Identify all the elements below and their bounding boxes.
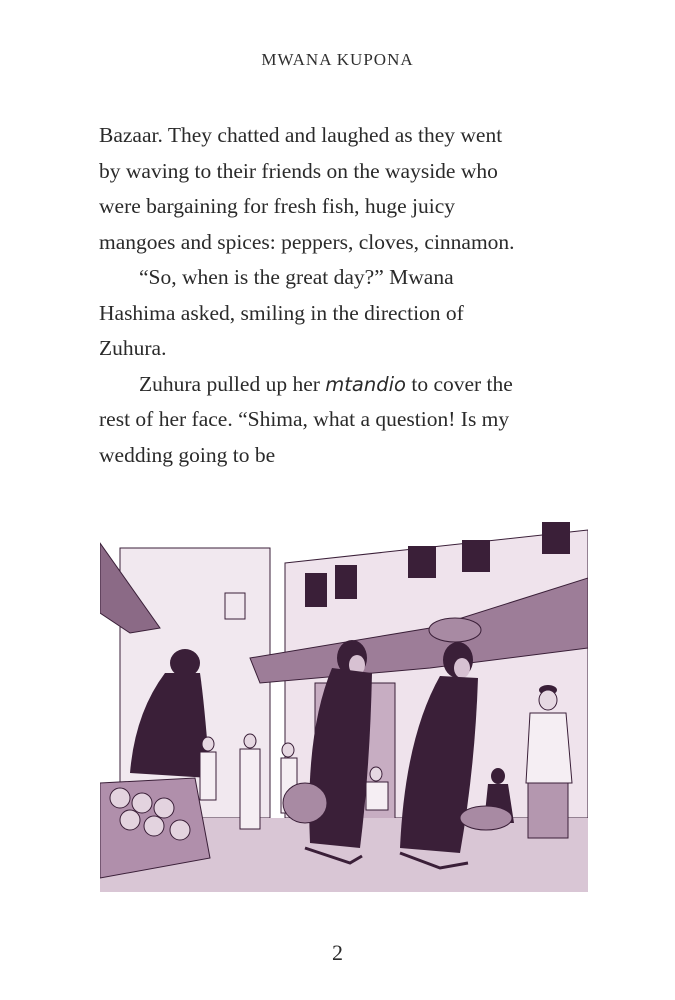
person-head bbox=[244, 734, 256, 748]
window bbox=[408, 546, 436, 578]
window bbox=[462, 540, 490, 572]
seated-figure-head bbox=[491, 768, 505, 784]
mango bbox=[154, 798, 174, 818]
man-kikoi bbox=[528, 783, 568, 838]
mango bbox=[120, 810, 140, 830]
window bbox=[335, 565, 357, 599]
text-line: by waving to their friends on the wayside who bbox=[99, 158, 498, 183]
italic-term: mtandio bbox=[325, 372, 406, 396]
window bbox=[305, 573, 327, 607]
text-line: wedding going to be bbox=[99, 442, 276, 467]
text-line: mangoes and spices: peppers, cloves, cinnamon. bbox=[99, 229, 515, 254]
text-line: Zuhura. bbox=[99, 336, 167, 360]
market-scene-drawing bbox=[100, 518, 588, 892]
mango bbox=[144, 816, 164, 836]
person-body bbox=[240, 749, 260, 829]
head-basket bbox=[429, 618, 481, 642]
person-head bbox=[202, 737, 214, 751]
man-head bbox=[539, 690, 557, 710]
text-run: Zuhura pulled up her bbox=[139, 371, 326, 396]
mango bbox=[110, 788, 130, 808]
text-line: were bargaining for fresh fish, huge juicy bbox=[99, 194, 456, 218]
woven-basket bbox=[460, 806, 512, 830]
text-line: rest of her face. “Shima, what a question! Is my bbox=[99, 407, 510, 431]
person-body bbox=[200, 752, 216, 800]
text-line bbox=[99, 367, 599, 403]
text-line: “So, when is the great day?” Mwana bbox=[139, 265, 454, 289]
person-head bbox=[282, 743, 294, 757]
page-number: 2 bbox=[332, 940, 343, 965]
person-body bbox=[366, 782, 388, 810]
person-head bbox=[370, 767, 382, 781]
vendor-head bbox=[170, 649, 200, 677]
man-shirt bbox=[526, 713, 572, 783]
text-line: Hashima asked, smiling in the direction of bbox=[99, 300, 464, 325]
text-line: Bazaar. They chatted and laughed as they went bbox=[99, 123, 503, 147]
body-text bbox=[99, 118, 599, 473]
mango bbox=[132, 793, 152, 813]
market-illustration bbox=[100, 518, 588, 892]
woman-face bbox=[454, 658, 470, 678]
woven-basket bbox=[283, 783, 327, 823]
mango bbox=[170, 820, 190, 840]
window bbox=[542, 522, 570, 554]
running-head: MWANA KUPONA bbox=[261, 50, 414, 69]
text-run: to cover the bbox=[405, 371, 513, 396]
